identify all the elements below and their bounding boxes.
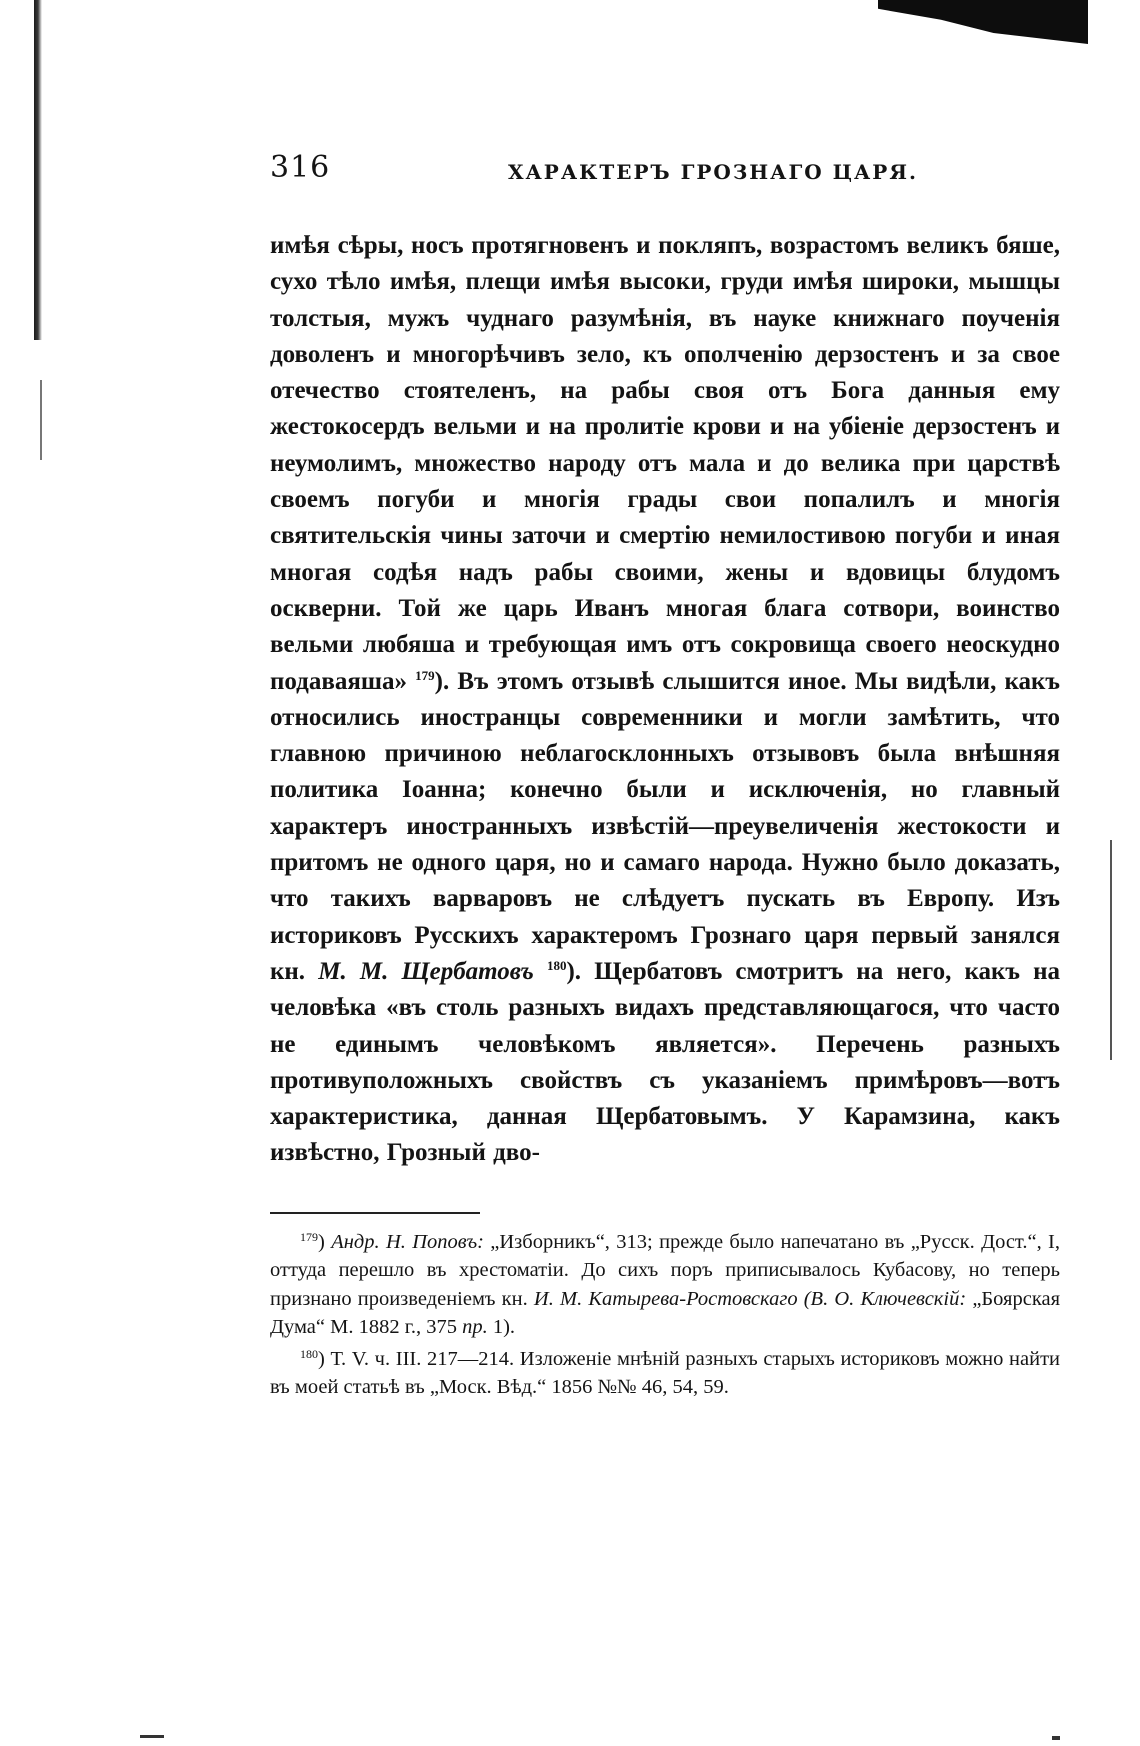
- main-text: [270, 228, 1060, 1172]
- footnote-ref-180: 180: [546, 957, 567, 973]
- footnote-abbrev: пр.: [462, 1316, 488, 1339]
- footnote-179: $^{179}$) Андр. Н. Поповъ: „Изборникъ“, 313; прежде было напечатано въ „Русск. Дост.“, I, оттуда перешло въ хрестоматіи. До сихъ поръ приписывалось Кубасову, но теперь признано произведеніемъ кн. И. М. Катырева-Ростовскаго (В. О. Ключевскій: „Боярская Дума“ М. 1882 г., 375 пр. 1).: [270, 1229, 1060, 1339]
- footnote-mark: 179: [300, 1229, 318, 1244]
- running-head: ХАРАКТЕРЪ ГРОЗНАГО ЦАРЯ.: [508, 160, 918, 184]
- page-number: 316: [270, 150, 331, 185]
- page-header: [270, 150, 1060, 190]
- footnote-180: $^{180}$) Т. V. ч. III. 217—214. Изложеніе мнѣній разныхъ старыхъ историковъ можно найти въ моей статьѣ въ „Моск. Вѣд.“ 1856 №№ 46, 54, 59.: [270, 1346, 1060, 1399]
- footnote-text: „Боярская Дума“ М. 1882 г., 375: [270, 1287, 1060, 1339]
- scan-speck: [1052, 1736, 1060, 1740]
- footnote-text: 1).: [492, 1316, 516, 1339]
- footnote-text: „Изборникъ“, 313; прежде было напечатано въ „Русск. Дост.“, I, оттуда перешло въ хрестоматіи. До сихъ поръ приписывалось Кубасову, но теперь признано произведеніемъ кн.: [270, 1230, 1060, 1310]
- scan-edge-shadow-left: [34, 0, 42, 340]
- footnotes: [270, 1228, 1060, 1402]
- scan-edge-mark-right: [1110, 840, 1112, 1060]
- book-page: [270, 150, 1060, 1402]
- scan-speck: [140, 1735, 164, 1738]
- footnote-ref-179: 179: [415, 667, 435, 683]
- footnote-source: И. М. Катырева-Ростовскаго (В. О. Ключевскій:: [533, 1287, 967, 1310]
- scan-corner-shadow: [878, 0, 1088, 44]
- footnote-separator: [270, 1212, 480, 1214]
- footnote-mark: 180: [300, 1346, 318, 1361]
- text-run: ). Щербатовъ смотритъ на него, какъ на человѣка «въ столь разныхъ видахъ представляющагося, что часто не единымъ человѣкомъ является». Перечень разныхъ противуположныхъ свойствъ съ указаніемъ примѣровъ—вотъ характеристика, данная Щербатовымъ. У Карамзина, какъ извѣстно, Грозный дво-: [270, 957, 1061, 1167]
- footnote-author: Андр. Н. Поповъ:: [331, 1230, 484, 1253]
- paragraph: [270, 228, 1060, 1172]
- text-run: имѣя сѣры, носъ протягновенъ и покляпъ, возрастомъ великъ бяше, сухо тѣло имѣя, плещи имѣя высоки, груди имѣя широки, мышцы толстыя, мужъ чуднаго разумѣнія, въ науке книжнаго поученія доволенъ и многорѣчивъ зело, къ ополченію дерзостенъ и за свое отечество стоятеленъ, на рабы своя отъ Бога данныя ему жестокосердъ вельми и на пролитіе крови и на убіеніе дерзостенъ и неумолимъ, множество народу отъ мала и до велика при царствѣ своемъ погуби и многія грады свои попалилъ и многія святительскія чины заточи и смертію немилостивою погуби и иная многая содѣя надъ рабы своими, жены и вдовицы блудомъ оскверни. Той же царь Иванъ многая блага сотвори, воинство вельми любяша и требующая имъ отъ сокровища своего неоскудно подаваяша»: [270, 232, 1060, 695]
- footnote-text: Т. V. ч. III. 217—214. Изложеніе мнѣній разныхъ старыхъ историковъ можно найти въ моей статьѣ въ „Моск. Вѣд.“ 1856 №№ 46, 54, 59.: [270, 1347, 1060, 1399]
- author-name-italic: М. М. Щербатовъ: [318, 957, 534, 985]
- text-run: ). Въ этомъ отзывѣ слышится иное. Мы видѣли, какъ относились иностранцы современники и могли замѣтить, что главною причиною неблагосклонныхъ отзывовъ была внѣшняя политика Іоанна; конечно были и исключенія, но главный характеръ иностранныхъ извѣстій—преувеличенія жестокости и притомъ не одного царя, но и самаго народа. Нужно было доказать, что такихъ варваровъ не слѣдуетъ пускать въ Европу. Изъ историковъ Русскихъ характеромъ Грознаго царя первый занялся кн.: [270, 667, 1061, 985]
- scan-edge-mark-left: [40, 380, 42, 460]
